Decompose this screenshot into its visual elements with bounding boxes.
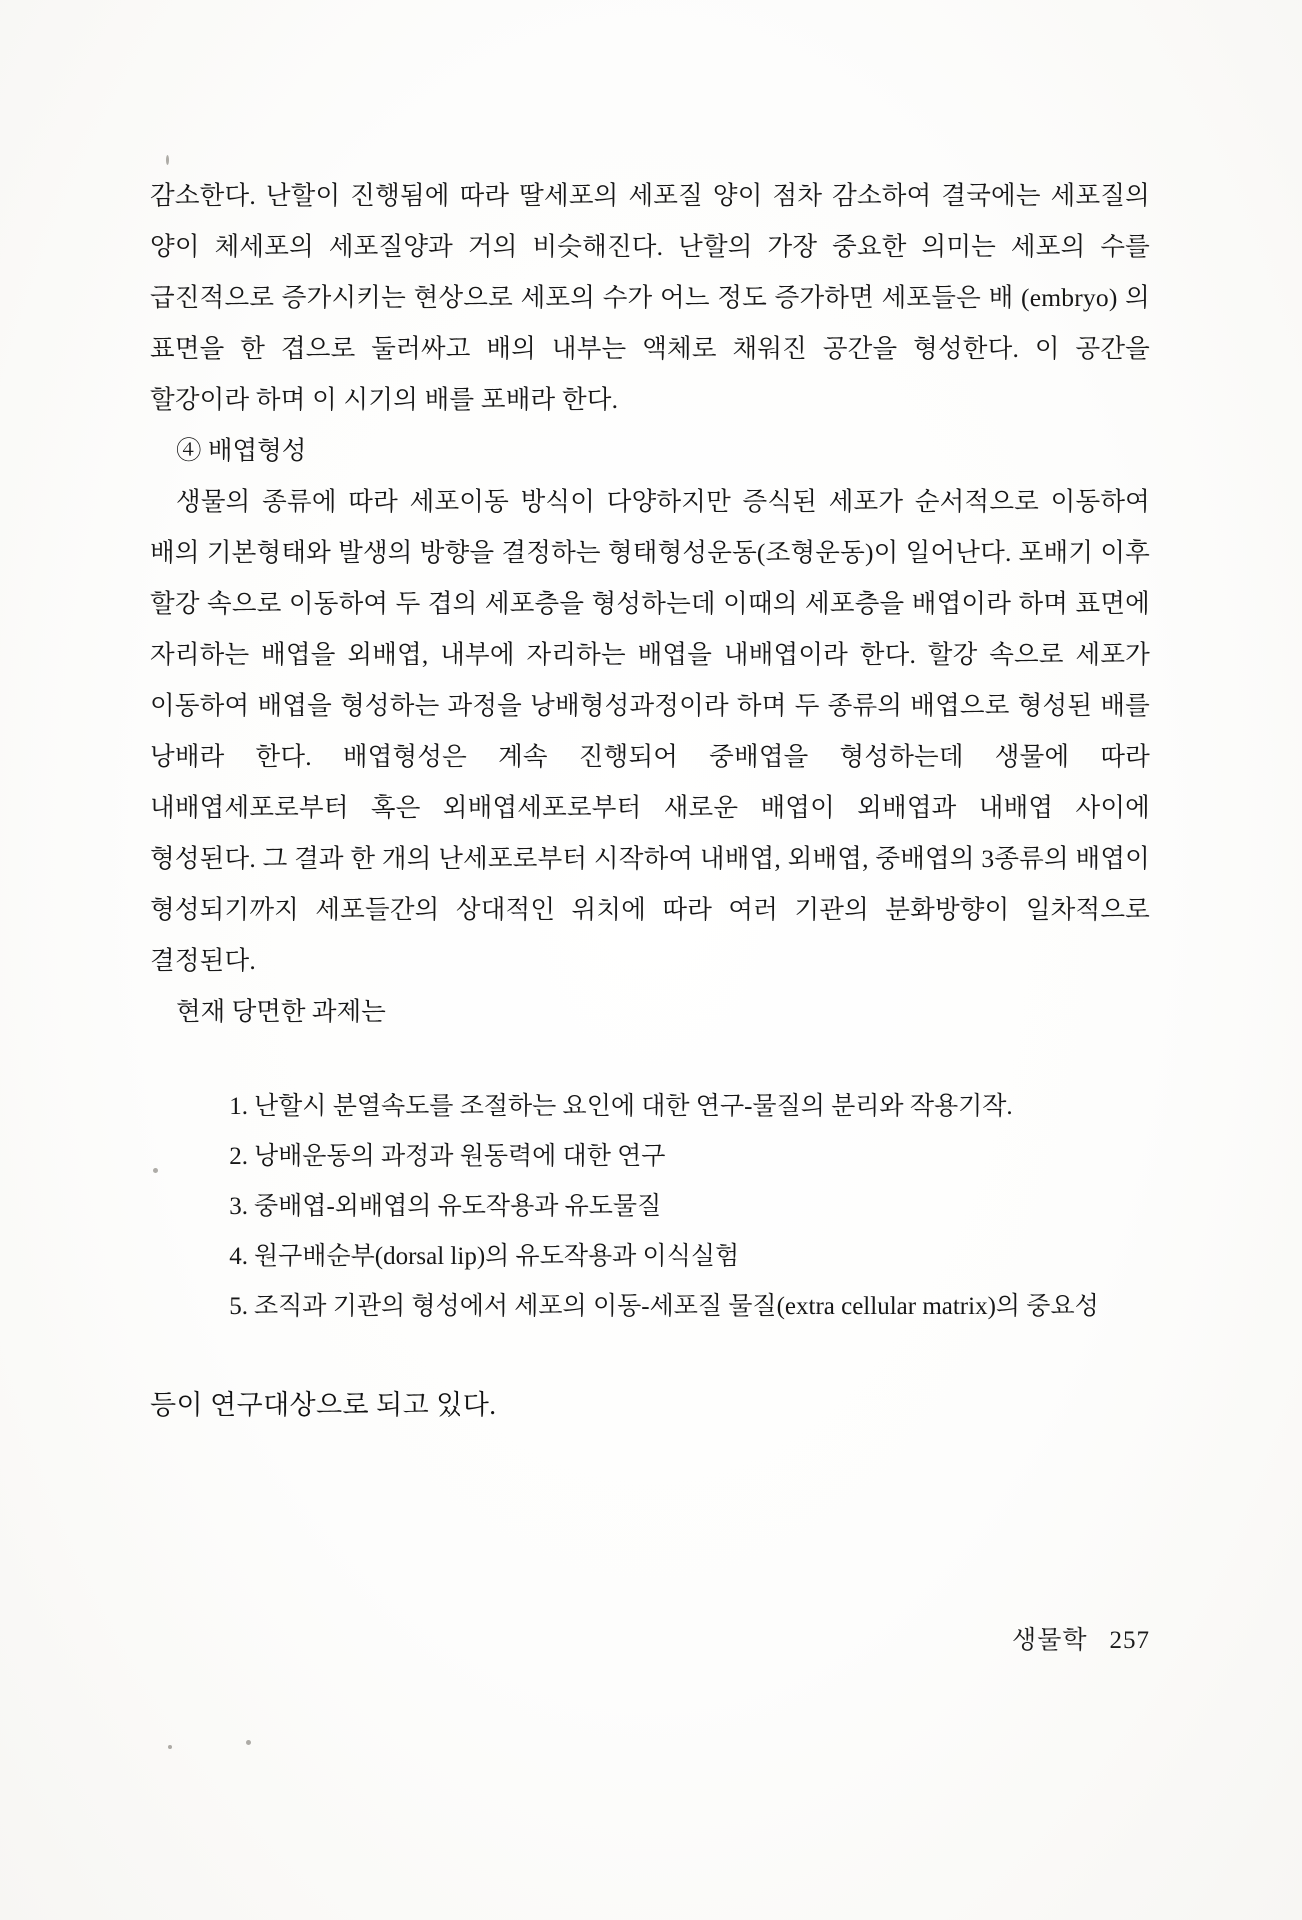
closing-paragraph: 등이 연구대상으로 되고 있다. [150, 1390, 497, 1420]
page-footer [150, 1620, 1150, 1656]
list-item-number: 1. [229, 1093, 248, 1120]
list-item [210, 1183, 1140, 1231]
list-item-text: 낭배운동의 과정과 원동력에 대한 연구 [254, 1143, 666, 1170]
paragraph-germ-layer-formation: 생물의 종류에 따라 세포이동 방식이 다양하지만 증식된 세포가 순서적으로 이동하여 배의 기본형태와 발생의 방향을 결정하는 형태형성운동(조형운동)이 일어난다. 포배기 이후 할강 속으로 이동하여 두 겹의 세포층을 형성하는데 이때의 세포층을 배엽이라 하며 표면에 자리하는 배엽을 외배엽, 내부에 자리하는 배엽을 내배엽이라 한다. 할강 속으로 세포가 이동하여 배엽을 형성하는 과정을 낭배형성과정이라 하며 두 종류의 배엽으로 형성된 배를 낭배라 한다. 배엽형성은 계속 진행되어 중배엽을 형성하는데 생물에 따라 내배엽세포로부터 혹은 외배엽세포로부터 새로운 배엽이 외배엽과 내배엽 사이에 형성된다. 그 결과 한 개의 난세포로부터 시작하여 내배엽, 외배엽, 중배엽의 3종류의 배엽이 형성되기까지 세포들간의 상대적인 위치에 따라 여러 기관의 분화방향이 일차적으로 결정된다. [150, 487, 1150, 975]
page-number: 257 [1109, 1627, 1150, 1654]
list-item [210, 1283, 1140, 1331]
list-item [210, 1083, 1140, 1131]
list-item-text: 중배엽-외배엽의 유도작용과 유도물질 [254, 1193, 662, 1220]
page-speck [246, 1740, 251, 1745]
section-heading-germ-layer: ④ 배엽형성 [176, 436, 307, 465]
list-item-number: 3. [229, 1193, 248, 1220]
paragraph-cleavage: 감소한다. 난할이 진행됨에 따라 딸세포의 세포질 양이 점차 감소하여 결국에는 세포질의 양이 체세포의 세포질양과 거의 비슷해진다. 난할의 가장 중요한 의미는 세포의 수를 급진적으로 증가시키는 현상으로 세포의 수가 어느 정도 증가하면 세포들은 배 (embryo) 의 표면을 한 겹으로 둘러싸고 배의 내부는 액체로 채워진 공간을 형성한다. 이 공간을 할강이라 하며 이 시기의 배를 포배라 한다. [150, 181, 1150, 414]
list-item-text: 난할시 분열속도를 조절하는 요인에 대한 연구-물질의 분리와 작용기작. [254, 1093, 1013, 1120]
footer-subject: 생물학 [1012, 1627, 1088, 1654]
list-item [210, 1233, 1140, 1281]
list-item-number: 5. [229, 1293, 248, 1320]
paragraph-current-tasks: 현재 당면한 과제는 [176, 997, 386, 1026]
page-speck [166, 155, 169, 165]
page-content [150, 170, 1150, 1454]
list-item-number: 4. [229, 1243, 248, 1270]
page-speck [168, 1745, 172, 1749]
research-task-list [210, 1083, 1140, 1331]
list-item [210, 1133, 1140, 1181]
list-item-number: 2. [229, 1143, 248, 1170]
list-item-text: 조직과 기관의 형성에서 세포의 이동-세포질 물질(extra cellular matrix)의 중요성 [254, 1293, 1099, 1320]
list-item-text: 원구배순부(dorsal lip)의 유도작용과 이식실험 [254, 1243, 740, 1270]
